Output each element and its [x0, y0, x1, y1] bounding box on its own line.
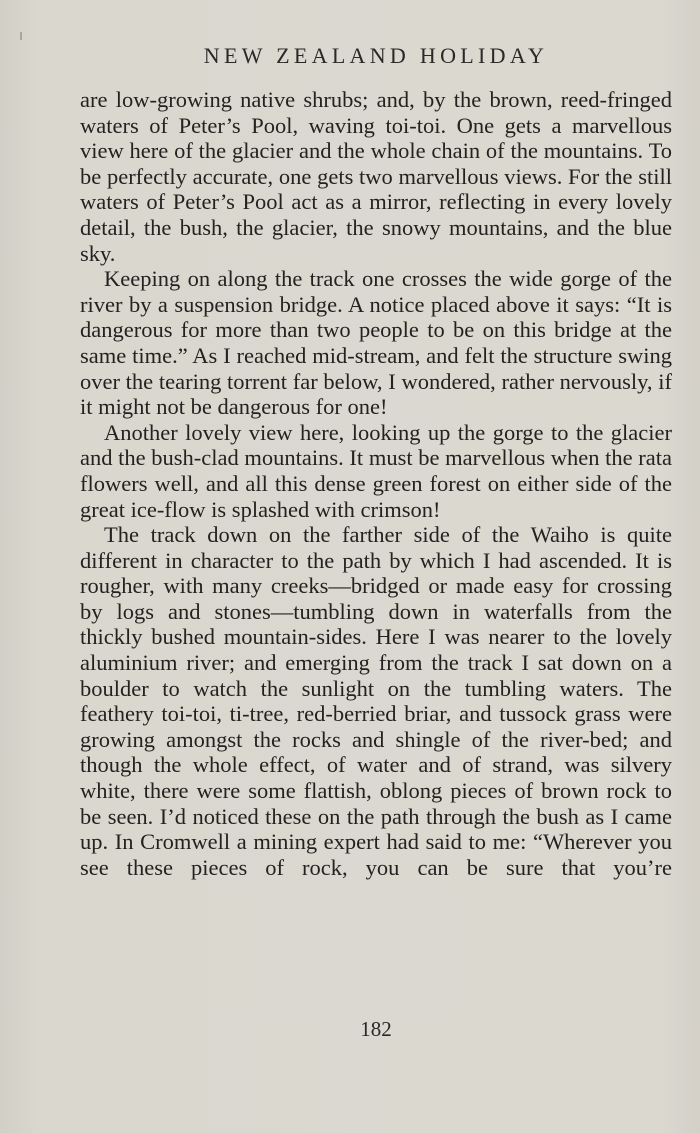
- paragraph-3: Another lovely view here, looking up the gorge to the glacier and the bush-clad mountains. It must be marvellous when the rata flowers well, and all this dense green forest on either side of the great ice-flow is splashed with crimson!: [80, 419, 672, 522]
- paragraph-4: The track down on the farther side of the Waiho is quite different in character to the path by which I had ascended. It is rougher, with many creeks—bridged or made easy for crossing by logs and stones—tumbling down in waterfalls from the thickly bushed mountain-sides. Here I was nearer to the lovely aluminium river; and emerging from the track I sat down on a boulder to watch the sunlight on the tumbling waters. The feathery toi-toi, ti-tree, red-berried briar, and tussock grass were growing amongst the rocks and shingle of the river-bed; and though the whole effect, of water and of strand, was silvery white, there were some flattish, oblong pieces of brown rock to be seen. I’d noticed these on the path through the bush as I came up. In Cromwell a mining expert had said to me: “Wherever you see these pieces of rock, you can be sure that you’re: [80, 522, 672, 880]
- running-head: NEW ZEALAND HOLIDAY: [203, 43, 549, 68]
- page-number: 182: [360, 1017, 392, 1041]
- paragraph-2: Keeping on along the track one crosses the wide gorge of the river by a suspension bridge. A notice placed above it says: “It is dangerous for more than two people to be on this bridge at the same time.” As I reached mid-stream, and felt the structure swing over the tearing torrent far below, I wondered, rather nervously, if it might not be dangerous for one!: [80, 266, 672, 420]
- paragraph-1: are low-growing native shrubs; and, by the brown, reed-fringed waters of Peter’s Pool, waving toi-toi. One gets a marvellous view here of the glacier and the whole chain of the mountains. To be perfectly accurate, one gets two marvellous views. For the still waters of Peter’s Pool act as a mirror, reflecting in every lovely detail, the bush, the glacier, the snowy mountains, and the blue sky.: [80, 87, 672, 266]
- body-text: [80, 87, 672, 880]
- paper-mark: [20, 32, 22, 40]
